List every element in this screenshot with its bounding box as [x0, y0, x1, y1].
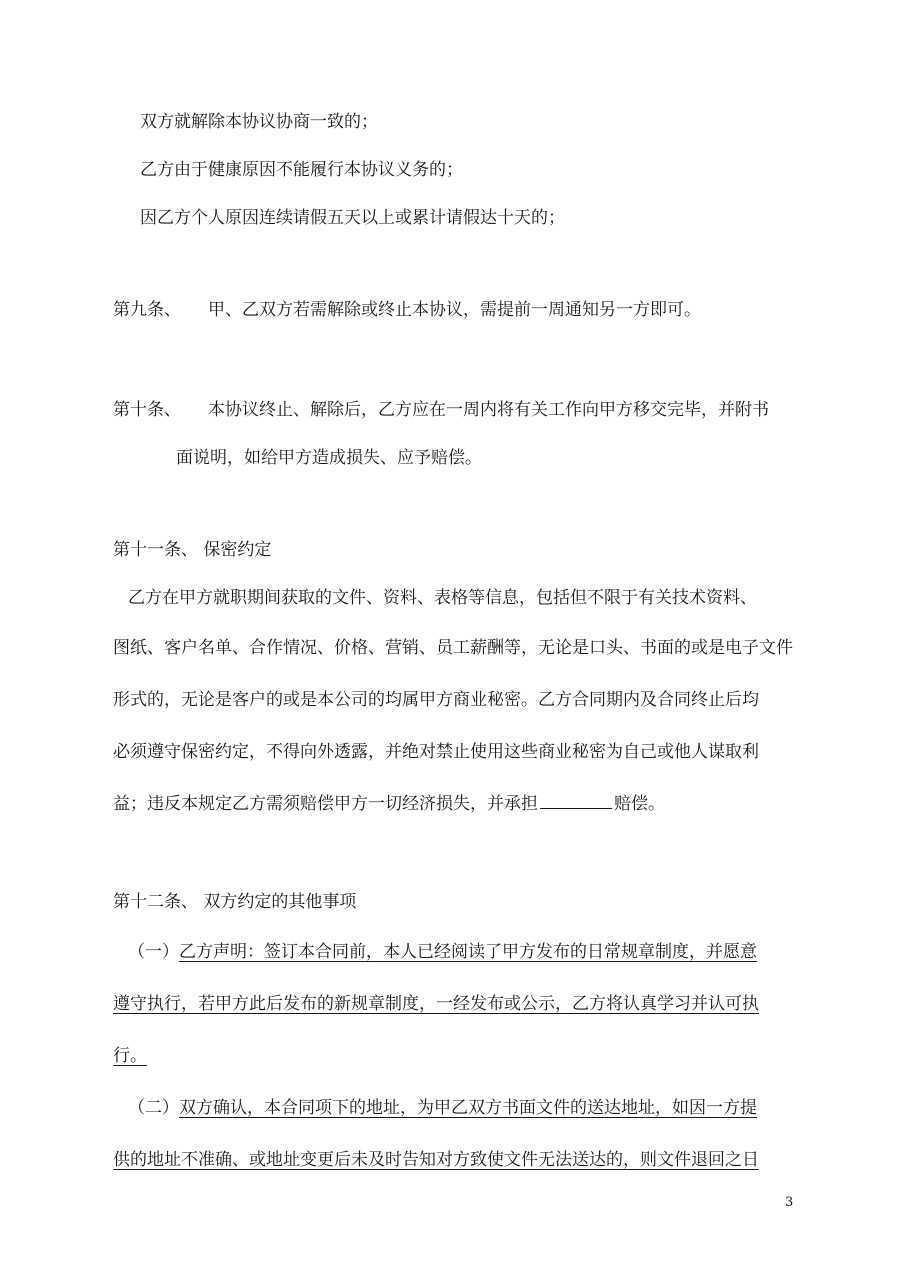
article-11-line-5-end: 赔偿。 [614, 794, 665, 814]
article-11-line-4: 必须遵守保密约定，不得向外透露，并绝对禁止使用这些商业秘密为自己或他人谋取利 [113, 742, 759, 762]
article-11-line-1: 乙方在甲方就职期间获取的文件、资料、表格等信息，包括但不限于有关技术资料、 [128, 588, 757, 608]
compensation-blank [540, 792, 612, 809]
article-9-number: 第九条、 [113, 300, 181, 320]
clause-1-text: 乙方声明：签订本合同前，本人已经阅读了甲方发布的日常规章制度，并愿意 [179, 942, 757, 962]
article-11-line-2: 图纸、客户名单、合作情况、价格、营销、员工薪酬等，无论是口头、书面的或是电子文件 [113, 638, 793, 658]
article-10-text-line-1: 本协议终止、解除后，乙方应在一周内将有关工作向甲方移交完毕，并附书 [208, 400, 769, 420]
article-12-clause-2-line-1 [128, 1096, 757, 1120]
article-10-text-line-2: 面说明，如给甲方造成损失、应予赔偿。 [176, 448, 482, 468]
article-9-text: 甲、乙双方若需解除或终止本协议，需提前一周通知另一方即可。 [208, 300, 701, 320]
article-12-clause-1-line-2: 遵守执行，若甲方此后发布的新规章制度，一经发布或公示，乙方将认真学习并认可执 [113, 994, 759, 1014]
article-10-number: 第十条、 [113, 400, 181, 420]
article-11-line-3: 形式的，无论是客户的或是本公司的均属甲方商业秘密。乙方合同期内及合同终止后均 [113, 690, 759, 710]
article-11-line-5 [113, 792, 665, 816]
article-12-clause-1-line-1 [128, 940, 757, 964]
termination-condition-3: 因乙方个人原因连续请假五天以上或累计请假达十天的； [140, 208, 565, 228]
termination-condition-1: 双方就解除本协议协商一致的； [140, 112, 378, 132]
article-12-clause-1-line-3: 行。 [113, 1046, 147, 1066]
clause-2-marker: （二） [128, 1098, 179, 1118]
article-11-line-5-text: 益；违反本规定乙方需须赔偿甲方一切经济损失，并承担 [113, 794, 538, 814]
clause-1-marker: （一） [128, 942, 179, 962]
termination-condition-2: 乙方由于健康原因不能履行本协议义务的； [140, 160, 463, 180]
article-11-heading: 第十一条、 保密约定 [113, 540, 272, 560]
clause-2-text: 双方确认，本合同项下的地址，为甲乙双方书面文件的送达地址，如因一方提 [179, 1098, 757, 1118]
page-number: 3 [785, 1195, 794, 1210]
article-12-heading: 第十二条、 双方约定的其他事项 [113, 892, 357, 912]
article-12-clause-2-line-2: 供的地址不准确、或地址变更后未及时告知对方致使文件无法送达的，则文件退回之日 [113, 1150, 759, 1170]
